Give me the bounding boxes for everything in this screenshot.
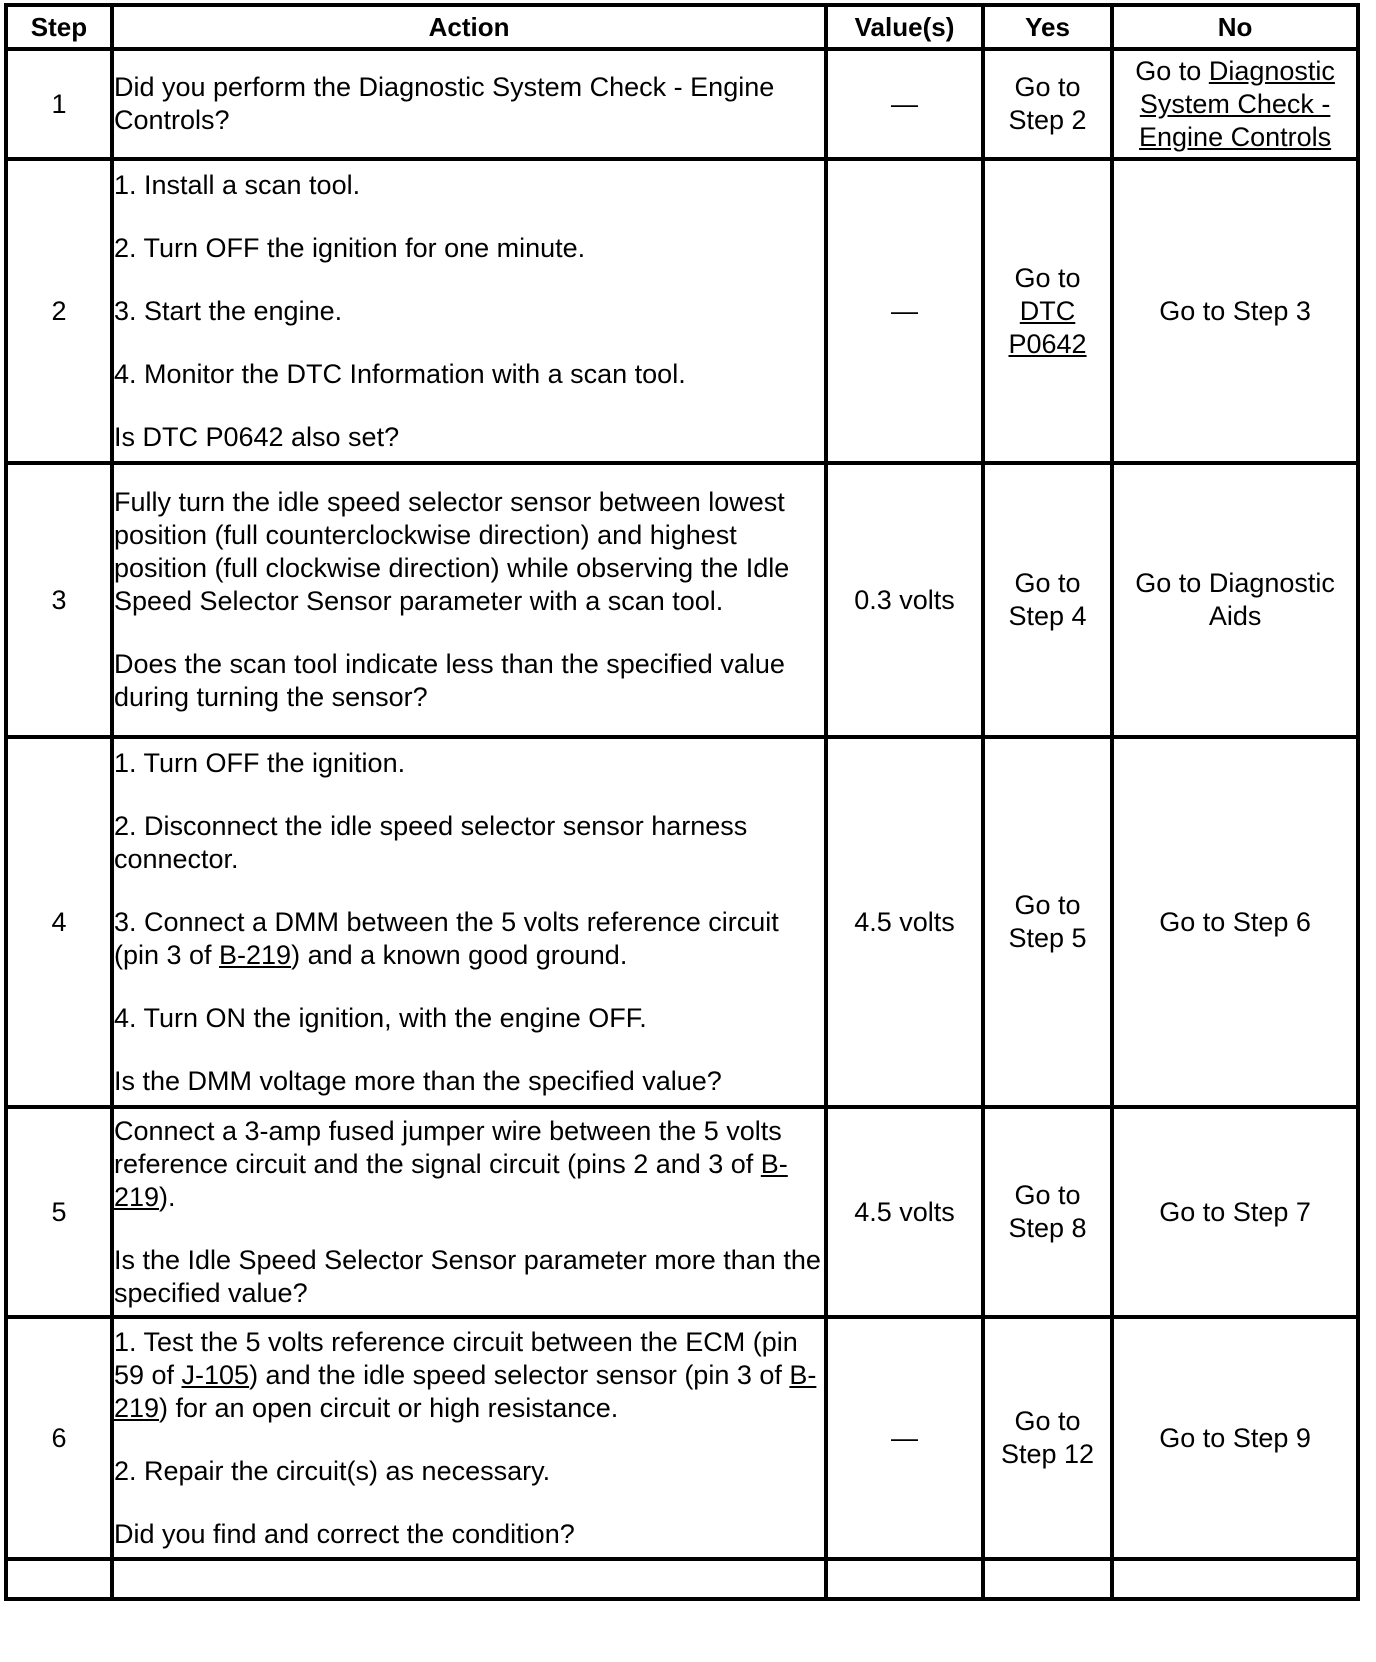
yes-text: Go to Step 4 <box>1008 568 1087 631</box>
yes-cell <box>983 463 1112 737</box>
connector-b219-link[interactable]: B-219 <box>113 1359 817 1423</box>
table-row <box>6 1317 1358 1559</box>
action-text-part: 3. Connect a DMM between the 5 volts reference circuit (pin 3 of <box>113 906 779 970</box>
table-row <box>6 159 1358 463</box>
action-cell <box>112 1559 826 1599</box>
yes-cell <box>983 1559 1112 1599</box>
header-row <box>6 5 1358 49</box>
action-question: Is the DMM voltage more than the specified value? <box>113 1065 722 1096</box>
value-cell: 4.5 volts <box>826 1107 983 1317</box>
action-text: 4. Monitor the DTC Information with a scan tool. <box>113 358 686 389</box>
no-cell: Go to Step 3 <box>1112 159 1358 463</box>
action-text: 2. Turn OFF the ignition for one minute. <box>113 232 586 263</box>
action-text: 2. Repair the circuit(s) as necessary. <box>113 1455 551 1486</box>
action-text <box>114 906 824 972</box>
table-row <box>6 1107 1358 1317</box>
header-step: Step <box>6 5 112 49</box>
yes-cell <box>983 159 1112 463</box>
yes-cell <box>983 1317 1112 1559</box>
dtc-p0642-link[interactable]: DTC P0642 <box>1008 295 1087 359</box>
action-text: Fully turn the idle speed selector sensor between lowest position (full counterclockwise direction) and highest position (full clockwise direction) while observing the Idle Speed Selector Sensor parameter with a scan tool. <box>113 487 790 616</box>
value-cell <box>826 1559 983 1599</box>
value-cell: — <box>826 49 983 159</box>
yes-text: Go to Step 8 <box>1008 1180 1087 1243</box>
header-yes: Yes <box>983 5 1112 49</box>
no-cell: Go to Step 9 <box>1112 1317 1358 1559</box>
yes-text: Go to Step 5 <box>1008 890 1087 953</box>
diagnostic-system-check-link[interactable]: Diagnostic System Check - Engine Controls <box>1139 55 1335 152</box>
action-cell <box>112 1107 826 1317</box>
yes-text: Go to Step 12 <box>1001 1406 1095 1469</box>
action-text-part: ) for an open circuit or high resistance. <box>159 1392 619 1423</box>
step-number: 6 <box>6 1317 112 1559</box>
table-row <box>6 49 1358 159</box>
connector-b219-link[interactable]: B-219 <box>219 939 292 970</box>
action-text-part: Connect a 3-amp fused jumper wire between the 5 volts reference circuit and the signal circuit (pins 2 and 3 of <box>113 1115 782 1179</box>
no-cell: Go to Step 6 <box>1112 737 1358 1107</box>
step-number: 3 <box>6 463 112 737</box>
table-row-continuation <box>6 1559 1358 1599</box>
connector-j105-link[interactable]: J-105 <box>181 1359 250 1390</box>
action-text: 1. Turn OFF the ignition. <box>113 747 406 778</box>
value-cell: — <box>826 159 983 463</box>
action-text: Did you perform the Diagnostic System Check - Engine Controls? <box>113 72 775 135</box>
action-cell <box>112 463 826 737</box>
action-text <box>114 1115 824 1214</box>
step-number <box>6 1559 112 1599</box>
yes-text: Go to Step 2 <box>1008 72 1087 135</box>
action-question: Did you find and correct the condition? <box>113 1518 575 1549</box>
value-cell: 4.5 volts <box>826 737 983 1107</box>
action-text: 2. Disconnect the idle speed selector sensor harness connector. <box>113 810 748 874</box>
action-text: 3. Start the engine. <box>113 295 343 326</box>
action-text-part: 1. Test the 5 volts reference circuit between the ECM (pin 59 of <box>113 1326 798 1390</box>
no-cell: Go to Step 7 <box>1112 1107 1358 1317</box>
action-text-part: ) and a known good ground. <box>291 939 628 970</box>
table-row <box>6 737 1358 1107</box>
diagnostic-table <box>4 3 1360 1601</box>
yes-prefix: Go to <box>1014 262 1081 293</box>
action-text: 1. Install a scan tool. <box>113 169 361 200</box>
no-cell <box>1112 1559 1358 1599</box>
no-prefix: Go to <box>1135 55 1209 86</box>
step-number: 4 <box>6 737 112 1107</box>
action-question: Is the Idle Speed Selector Sensor parameter more than the specified value? <box>113 1244 821 1308</box>
action-text-part: ) and the idle speed selector sensor (pin 3 of <box>249 1359 790 1390</box>
yes-cell <box>983 737 1112 1107</box>
step-number: 2 <box>6 159 112 463</box>
action-text <box>114 1326 824 1425</box>
step-number: 1 <box>6 49 112 159</box>
yes-cell <box>983 49 1112 159</box>
connector-b219-link[interactable]: B-219 <box>113 1148 788 1212</box>
header-action: Action <box>112 5 826 49</box>
action-text: 4. Turn ON the ignition, with the engine OFF. <box>113 1002 647 1033</box>
action-cell <box>112 49 826 159</box>
table-row <box>6 463 1358 737</box>
step-number: 5 <box>6 1107 112 1317</box>
value-cell: 0.3 volts <box>826 463 983 737</box>
action-question: Is DTC P0642 also set? <box>113 421 400 452</box>
action-question: Does the scan tool indicate less than the specified value during turning the sensor? <box>113 649 785 712</box>
value-cell: — <box>826 1317 983 1559</box>
action-cell <box>112 1317 826 1559</box>
no-cell <box>1112 49 1358 159</box>
header-no: No <box>1112 5 1358 49</box>
header-values: Value(s) <box>826 5 983 49</box>
no-cell: Go to Diagnostic Aids <box>1112 463 1358 737</box>
action-cell <box>112 737 826 1107</box>
action-text-part: ). <box>159 1181 176 1212</box>
action-cell <box>112 159 826 463</box>
yes-cell <box>983 1107 1112 1317</box>
